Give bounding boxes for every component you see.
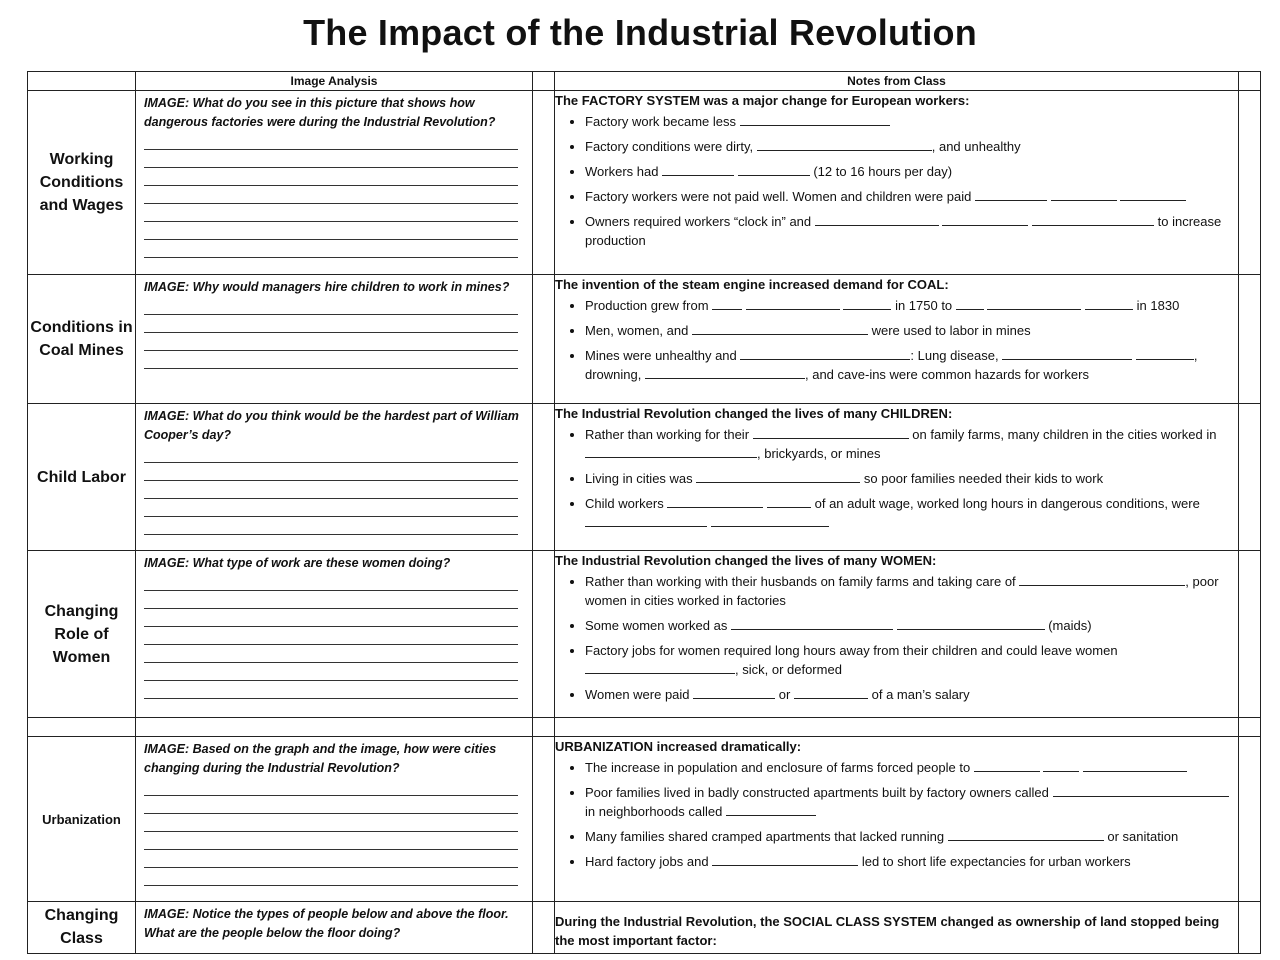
answer-line[interactable]	[144, 573, 518, 591]
note-item: • Women were paid or of a man’s salary	[585, 685, 1238, 704]
note-item: • Men, women, and were used to labor in mines	[585, 321, 1238, 340]
page-title: The Impact of the Industrial Revolution	[303, 12, 977, 53]
note-item: • Hard factory jobs and led to short life expectancies for urban workers	[585, 852, 1238, 871]
notes-cell	[555, 404, 1239, 551]
row-coal-mines	[28, 275, 1261, 404]
note-item: • Factory conditions were dirty, , and unhealthy	[585, 137, 1238, 156]
fill-blank[interactable]	[794, 685, 868, 699]
notes-list	[555, 425, 1238, 532]
notes-heading: The invention of the steam engine increased demand for COAL:	[555, 277, 949, 292]
header-image-analysis: Image Analysis	[136, 72, 533, 91]
image-analysis-cell	[136, 737, 533, 902]
note-item: • Workers had (12 to 16 hours per day)	[585, 162, 1238, 181]
answer-line[interactable]	[144, 778, 518, 796]
answer-line[interactable]	[144, 868, 518, 886]
image-question: IMAGE: Why would managers hire children to work in mines?	[144, 280, 510, 294]
answer-line[interactable]	[144, 186, 518, 204]
fill-blank[interactable]	[753, 425, 909, 439]
note-item: • Production grew from in 1750 to in 1830	[585, 296, 1238, 315]
notes-heading: The FACTORY SYSTEM was a major change for European workers:	[555, 93, 970, 108]
fill-blank[interactable]	[693, 685, 775, 699]
header-row	[28, 72, 1261, 91]
image-analysis-cell	[136, 902, 533, 954]
image-question: IMAGE: Based on the graph and the image, how were cities changing during the Industrial Revolution?	[144, 742, 497, 775]
notes-heading: During the Industrial Revolution, the SOCIAL CLASS SYSTEM changed as ownership of land stopped being the most important factor:	[555, 914, 1220, 948]
gap-cell	[533, 551, 555, 718]
gap-cell	[533, 737, 555, 902]
note-item: • Living in cities was so poor families needed their kids to work	[585, 469, 1238, 488]
fill-blank[interactable]	[1019, 572, 1185, 586]
fill-blank[interactable]	[974, 758, 1040, 772]
notes-cell	[555, 91, 1239, 275]
answer-line[interactable]	[144, 240, 518, 258]
header-gap	[533, 72, 555, 91]
category-label: Child Labor	[28, 404, 136, 551]
answer-line[interactable]	[144, 150, 518, 168]
fill-blank[interactable]	[662, 162, 734, 176]
note-item: • Owners required workers “clock in” and to increase production	[585, 212, 1238, 250]
end-cell	[1239, 902, 1261, 954]
notes-cell	[555, 275, 1239, 404]
answer-line[interactable]	[144, 445, 518, 463]
note-item: • Factory jobs for women required long hours away from their children and could leave women , sick, or deformed	[585, 641, 1238, 679]
end-cell	[1239, 275, 1261, 404]
fill-blank[interactable]	[645, 365, 805, 379]
note-item: • Child workers of an adult wage, worked long hours in dangerous conditions, were	[585, 494, 1238, 532]
fill-blank[interactable]	[711, 513, 829, 527]
row-women	[28, 551, 1261, 718]
image-analysis-cell	[136, 551, 533, 718]
answer-lines	[136, 132, 532, 258]
image-analysis-cell	[136, 404, 533, 551]
fill-blank[interactable]	[712, 852, 858, 866]
header-end	[1239, 72, 1261, 91]
note-item: • The increase in population and enclosure of farms forced people to	[585, 758, 1238, 777]
row-changing-class	[28, 902, 1261, 954]
answer-line[interactable]	[144, 645, 518, 663]
fill-blank[interactable]	[696, 469, 860, 483]
header-blank	[28, 72, 136, 91]
gap-cell	[533, 91, 555, 275]
fill-blank[interactable]	[738, 162, 810, 176]
notes-list	[555, 296, 1238, 384]
answer-line[interactable]	[144, 204, 518, 222]
fill-blank[interactable]	[757, 137, 932, 151]
fill-blank[interactable]	[585, 444, 757, 458]
answer-line[interactable]	[144, 463, 518, 481]
fill-blank[interactable]	[1120, 187, 1186, 201]
fill-blank[interactable]	[956, 296, 984, 310]
fill-blank[interactable]	[815, 212, 939, 226]
fill-blank[interactable]	[726, 802, 816, 816]
image-question: IMAGE: What type of work are these women doing?	[144, 556, 451, 570]
fill-blank[interactable]	[692, 321, 868, 335]
answer-lines	[136, 297, 532, 369]
category-label: Changing Class	[28, 902, 136, 954]
note-item: • Rather than working for their on family farms, many children in the cities worked in , brickyards, or mines	[585, 425, 1238, 463]
fill-blank[interactable]	[740, 346, 910, 360]
fill-blank[interactable]	[731, 616, 893, 630]
note-item: • Many families shared cramped apartments that lacked running or sanitation	[585, 827, 1238, 846]
end-cell	[1239, 404, 1261, 551]
spacer-row	[28, 718, 1261, 737]
end-cell	[1239, 551, 1261, 718]
fill-blank[interactable]	[585, 660, 735, 674]
fill-blank[interactable]	[1053, 783, 1229, 797]
answer-lines	[136, 778, 532, 886]
row-working-conditions	[28, 91, 1261, 275]
note-item: • Factory workers were not paid well. Women and children were paid	[585, 187, 1238, 206]
image-question: IMAGE: What do you see in this picture that shows how dangerous factories were during the Industrial Revolution?	[144, 96, 496, 129]
fill-blank[interactable]	[767, 494, 811, 508]
answer-line[interactable]	[144, 333, 518, 351]
gap-cell	[533, 275, 555, 404]
answer-line[interactable]	[144, 315, 518, 333]
fill-blank[interactable]	[948, 827, 1104, 841]
notes-heading: The Industrial Revolution changed the lives of many CHILDREN:	[555, 406, 953, 421]
answer-lines	[136, 445, 532, 535]
notes-list	[555, 758, 1238, 871]
answer-line[interactable]	[144, 499, 518, 517]
answer-line[interactable]	[144, 814, 518, 832]
answer-line[interactable]	[144, 481, 518, 499]
notes-heading: The Industrial Revolution changed the lives of many WOMEN:	[555, 553, 937, 568]
fill-blank[interactable]	[897, 616, 1045, 630]
fill-blank[interactable]	[942, 212, 1028, 226]
note-item: • Factory work became less	[585, 112, 1238, 131]
fill-blank[interactable]	[987, 296, 1081, 310]
gap-cell	[533, 902, 555, 954]
fill-blank[interactable]	[843, 296, 891, 310]
answer-line[interactable]	[144, 168, 518, 186]
category-label: Conditions in Coal Mines	[28, 275, 136, 404]
header-notes: Notes from Class	[555, 72, 1239, 91]
fill-blank[interactable]	[1032, 212, 1154, 226]
answer-line[interactable]	[144, 351, 518, 369]
answer-line[interactable]	[144, 609, 518, 627]
category-label: Changing Role of Women	[28, 551, 136, 718]
fill-blank[interactable]	[975, 187, 1047, 201]
end-cell	[1239, 91, 1261, 275]
fill-blank[interactable]	[1085, 296, 1133, 310]
notes-heading: URBANIZATION increased dramatically:	[555, 739, 802, 754]
answer-line[interactable]	[144, 832, 518, 850]
gap-cell	[533, 404, 555, 551]
notes-list	[555, 572, 1238, 704]
row-child-labor	[28, 404, 1261, 551]
notes-cell	[555, 551, 1239, 718]
answer-line[interactable]	[144, 681, 518, 699]
end-cell	[1239, 737, 1261, 902]
note-item: • Mines were unhealthy and : Lung disease, , drowning, , and cave-ins were common hazards for workers	[585, 346, 1238, 384]
image-analysis-cell	[136, 91, 533, 275]
answer-lines	[136, 573, 532, 699]
notes-cell	[555, 737, 1239, 902]
image-question: IMAGE: Notice the types of people below and above the floor. What are the people below the floor doing?	[144, 907, 509, 940]
answer-line[interactable]	[144, 132, 518, 150]
answer-line[interactable]	[144, 663, 518, 681]
fill-blank[interactable]	[712, 296, 742, 310]
note-item: • Poor families lived in badly constructed apartments built by factory owners called in neighborhoods called	[585, 783, 1238, 821]
answer-line[interactable]	[144, 222, 518, 240]
worksheet-table	[27, 71, 1261, 954]
fill-blank[interactable]	[1136, 346, 1194, 360]
category-label: Working Conditions and Wages	[28, 91, 136, 275]
fill-blank[interactable]	[667, 494, 763, 508]
answer-line[interactable]	[144, 796, 518, 814]
fill-blank[interactable]	[1043, 758, 1079, 772]
answer-line[interactable]	[144, 850, 518, 868]
image-analysis-cell	[136, 275, 533, 404]
category-label: Urbanization	[28, 737, 136, 902]
note-item: • Rather than working with their husbands on family farms and taking care of , poor women in cities worked in factories	[585, 572, 1238, 610]
row-urbanization	[28, 737, 1261, 902]
fill-blank[interactable]	[740, 112, 890, 126]
answer-line[interactable]	[144, 591, 518, 609]
fill-blank[interactable]	[1051, 187, 1117, 201]
answer-line[interactable]	[144, 627, 518, 645]
note-item: • Some women worked as (maids)	[585, 616, 1238, 635]
answer-line[interactable]	[144, 517, 518, 535]
fill-blank[interactable]	[746, 296, 840, 310]
image-question: IMAGE: What do you think would be the hardest part of William Cooper’s day?	[144, 409, 519, 442]
answer-line[interactable]	[144, 297, 518, 315]
notes-cell	[555, 902, 1239, 954]
notes-list	[555, 112, 1238, 250]
fill-blank[interactable]	[1002, 346, 1132, 360]
fill-blank[interactable]	[585, 513, 707, 527]
fill-blank[interactable]	[1083, 758, 1187, 772]
